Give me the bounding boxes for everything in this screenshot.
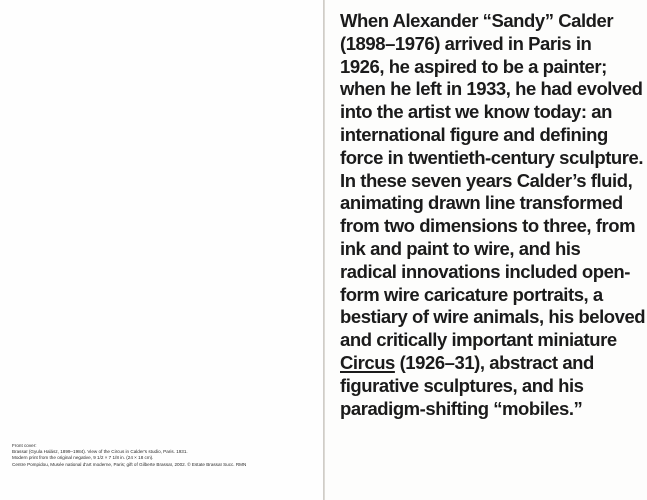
text-line: When Alexander “Sandy” Calder bbox=[340, 10, 614, 31]
cover-caption bbox=[12, 443, 312, 468]
text-line: In these seven years Calder’s fluid, bbox=[340, 169, 633, 191]
left-page bbox=[0, 0, 323, 500]
text-line: into the artist we know today: an bbox=[340, 101, 612, 123]
text-line-circus bbox=[340, 352, 640, 375]
caption-line: Modern print from the original negative, 9 1/2 × 7 1/8 in. (24 × 18 cm). bbox=[12, 455, 154, 461]
text-line: bestiary of wire animals, his beloved bbox=[340, 306, 646, 328]
text-line: radical innovations included open- bbox=[340, 260, 630, 282]
text-line: when he left in 1933, he had evolved bbox=[340, 78, 643, 100]
caption-line: Brassaï (Gyula Halász, 1899–1984). View of the Circus in Calder's studio, Paris. 1931. bbox=[12, 449, 188, 455]
text-line-rest: (1926–31), abstract and bbox=[399, 351, 594, 373]
text-line: paradigm-shifting “mobiles.” bbox=[340, 397, 583, 419]
text-line: animating drawn line transformed bbox=[340, 192, 623, 214]
text-line: international figure and defining bbox=[340, 123, 608, 145]
text-line: figurative sculptures, and his bbox=[340, 374, 584, 396]
text-line: 1926, he aspired to be a painter; bbox=[340, 55, 607, 77]
caption-line: Centre Pompidou, Musée national d'art moderne, Paris; gift of Gilberte Brassaï, 2002. © Estate Brassaï Succ. RMN bbox=[12, 461, 247, 467]
text-line: force in twentieth-century sculpture. bbox=[340, 146, 644, 168]
caption-line: Front cover: bbox=[12, 443, 37, 448]
text-line: form wire caricature portraits, a bbox=[340, 283, 603, 305]
text-line: ink and paint to wire, and his bbox=[340, 237, 581, 259]
circus-title: Circus bbox=[340, 351, 395, 373]
intro-paragraph bbox=[340, 10, 646, 420]
text-line: from two dimensions to three, from bbox=[340, 215, 636, 237]
text-line: and critically important miniature bbox=[340, 329, 617, 351]
text-line: (1898–1976) arrived in Paris in bbox=[340, 32, 592, 54]
